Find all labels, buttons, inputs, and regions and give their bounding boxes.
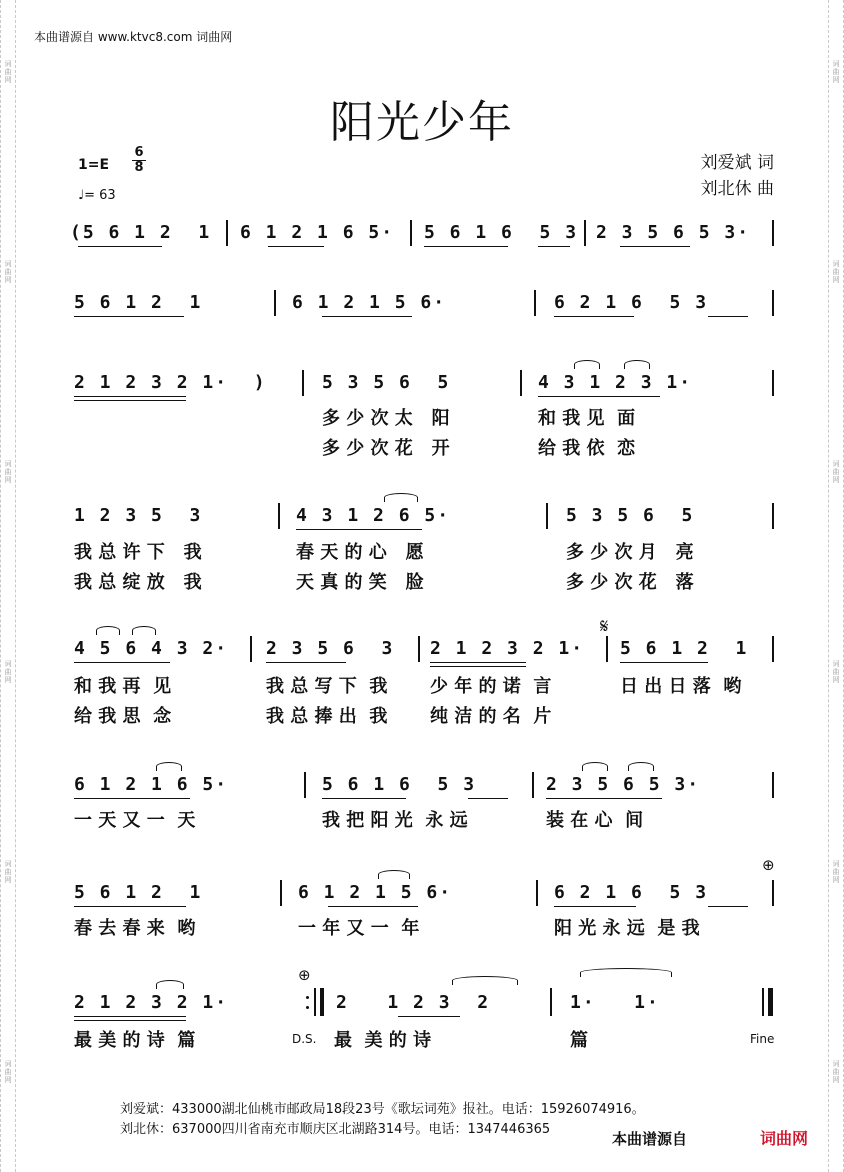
beam [322,316,412,317]
measure: 5 6 1 2 1 [74,882,203,903]
barline [302,370,304,396]
beam [266,662,346,663]
lyric-verse-2: 多 少 次 花 开 [322,438,450,459]
barline [550,988,552,1016]
measure: 4 5 6 4 3 2· [74,638,229,659]
slur [628,762,654,771]
barline [280,880,282,906]
lyricist-credit: 刘爱斌 词 [700,153,774,173]
measure: 5 3 5 6 5 [322,372,451,393]
barline [418,636,420,662]
brand-source: 本曲谱源自 [612,1130,688,1148]
measure: 6 1 2 1 5 6· [292,292,447,313]
lyric-verse-2: 给 我 依 恋 [538,438,636,459]
quarter-note-icon: ♩ [78,188,85,203]
watermark: 词曲网 [4,860,12,884]
repeat-barline-thick [320,988,324,1016]
barline [226,220,228,246]
final-barline-thick [768,988,773,1016]
brand-logo: 词曲网 [760,1129,809,1148]
measure: 6 1 2 1 6 5· [74,774,229,795]
beam [296,529,422,530]
key-signature: 1=E [78,157,110,173]
lyric-verse-1: 多 少 次 太 阳 [322,408,450,429]
beam [74,316,184,317]
lyric-verse-1: 春 去 春 来 哟 [74,918,196,939]
watermark: 词曲网 [832,860,840,884]
beam [74,906,186,907]
measure: 6 1 2 1 6 5· [240,222,395,243]
barline [606,636,608,662]
time-bottom: 8 [134,160,144,175]
measure: 1· 1· [570,992,660,1013]
barline [278,503,280,529]
measure: 2 1 2 3 2 1· ) [74,372,267,393]
measure: 6 2 1 6 5 3 [554,292,709,313]
watermark: 词曲网 [832,260,840,284]
watermark: 词曲网 [4,260,12,284]
slur [580,968,672,977]
lyric-verse-1: 篇 [570,1030,588,1051]
measure: 5 6 1 6 5 3 [322,774,477,795]
time-signature [132,146,146,175]
ds-marking: D.S. [292,1032,317,1046]
beam [424,246,508,247]
measure: 5 6 1 6 5 3 [424,222,579,243]
tempo-value: = 63 [84,188,116,203]
beam [620,246,690,247]
barline [772,370,774,396]
coda-icon: ⊕ [298,966,311,984]
slur [582,762,608,771]
lyric-verse-2: 纯 洁 的 名 片 [430,706,552,727]
lyric-verse-2: 天 真 的 笑 脸 [296,572,424,593]
lyric-verse-1: 春 天 的 心 愿 [296,542,424,563]
beam [468,798,508,799]
measure: 5 6 1 2 1 [74,292,203,313]
measure: 2 1 2 3 2 [336,992,491,1013]
beam [554,906,636,907]
barline [546,503,548,529]
barline [584,220,586,246]
segno-icon: 𝄋 [600,614,609,638]
lyric-verse-1: 一 年 又 一 年 [298,918,420,939]
measure: 2 3 5 6 5 3· [596,222,751,243]
measure: 2 1 2 3 2 1· [74,992,229,1013]
lyric-verse-1: 一 天 又 一 天 [74,810,196,831]
watermark: 词曲网 [832,60,840,84]
slur [156,762,182,771]
barline [772,880,774,906]
slur [156,980,184,989]
slur [378,870,410,879]
slur [574,360,600,369]
lyric-verse-2: 我 总 捧 出 我 [266,706,388,727]
measure: (5 6 1 2 1 [70,222,212,243]
barline [772,220,774,246]
measure: 2 3 5 6 3 [266,638,395,659]
measure: 6 1 2 1 5 6· [298,882,453,903]
beam [554,316,634,317]
barline [410,220,412,246]
slur [624,360,650,369]
watermark: 词曲网 [832,1060,840,1084]
watermark: 词曲网 [4,660,12,684]
beam [708,906,748,907]
double-beam [74,1016,186,1021]
right-border-strip [828,0,844,1172]
lyric-verse-1: 多 少 次 月 亮 [566,542,694,563]
lyric-verse-1: 我 总 写 下 我 [266,676,388,697]
lyric-verse-1: 和 我 再 见 [74,676,172,697]
lyric-verse-1: 阳 光 永 远 是 我 [554,918,700,939]
fine-marking: Fine [750,1032,775,1046]
beam [708,316,748,317]
barline [274,290,276,316]
barline [250,636,252,662]
beam [538,246,570,247]
watermark: 词曲网 [4,460,12,484]
beam [268,246,324,247]
barline [304,772,306,798]
coda-icon: ⊕ [762,856,775,874]
left-border-strip [0,0,16,1172]
watermark: 词曲网 [4,60,12,84]
barline [532,772,534,798]
lyric-verse-1: 我 把 阳 光 永 远 [322,810,468,831]
song-title: 阳光少年 [330,97,514,148]
lyric-verse-1: 少 年 的 诺 言 [430,676,552,697]
slur [132,626,156,635]
source-header: 本曲谱源自 www.ktvc8.com 词曲网 [34,30,233,44]
slur [384,493,418,502]
beam [74,662,170,663]
beam [322,798,406,799]
barline [772,290,774,316]
composer-credit: 刘北休 曲 [700,179,774,199]
barline [536,880,538,906]
repeat-dot [306,1006,309,1009]
beam [546,798,662,799]
lyric-verse-2: 给 我 思 念 [74,706,172,727]
barline [772,636,774,662]
lyric-verse-2: 我 总 绽 放 我 [74,572,202,593]
measure: 6 2 1 6 5 3 [554,882,709,903]
time-top: 6 [134,145,144,160]
measure: 5 6 1 2 1 [620,638,749,659]
repeat-barline [314,988,316,1016]
measure: 2 3 5 6 5 3· [546,774,701,795]
final-barline [762,988,764,1016]
beam [78,246,162,247]
beam [398,1016,460,1017]
tempo-marking [78,188,116,203]
watermark: 词曲网 [832,660,840,684]
barline [772,503,774,529]
measure: 4 3 1 2 3 1· [538,372,693,393]
lyric-verse-1: 装 在 心 间 [546,810,644,831]
lyric-verse-1: 最 美 的 诗 篇 [74,1030,196,1051]
double-beam [74,396,186,401]
double-beam [430,662,526,667]
lyric-verse-1: 和 我 见 面 [538,408,636,429]
watermark: 词曲网 [832,460,840,484]
lyric-verse-1: 日 出 日 落 哟 [620,676,742,697]
lyric-verse-1: 我 总 许 下 我 [74,542,202,563]
repeat-dot [306,996,309,999]
lyricist-contact: 刘爱斌：433000湖北仙桃市邮政局18段23号《歌坛词苑》报社。电话：15926074916。 [120,1102,645,1117]
lyric-verse-1: 最 美 的 诗 [334,1030,432,1051]
slur [96,626,120,635]
measure: 1 2 3 5 3 [74,505,203,526]
barline [534,290,536,316]
measure: 4 3 1 2 6 5· [296,505,451,526]
measure: 2 1 2 3 2 1· [430,638,585,659]
composer-contact: 刘北休：637000四川省南充市顺庆区北湖路314号。电话：1347446365 [120,1122,551,1137]
beam [538,396,660,397]
watermark: 词曲网 [4,1060,12,1084]
lyric-verse-2: 多 少 次 花 落 [566,572,694,593]
barline [520,370,522,396]
measure: 5 3 5 6 5 [566,505,695,526]
slur [452,976,518,985]
beam [74,798,190,799]
barline [772,772,774,798]
beam [328,906,418,907]
beam [620,662,708,663]
